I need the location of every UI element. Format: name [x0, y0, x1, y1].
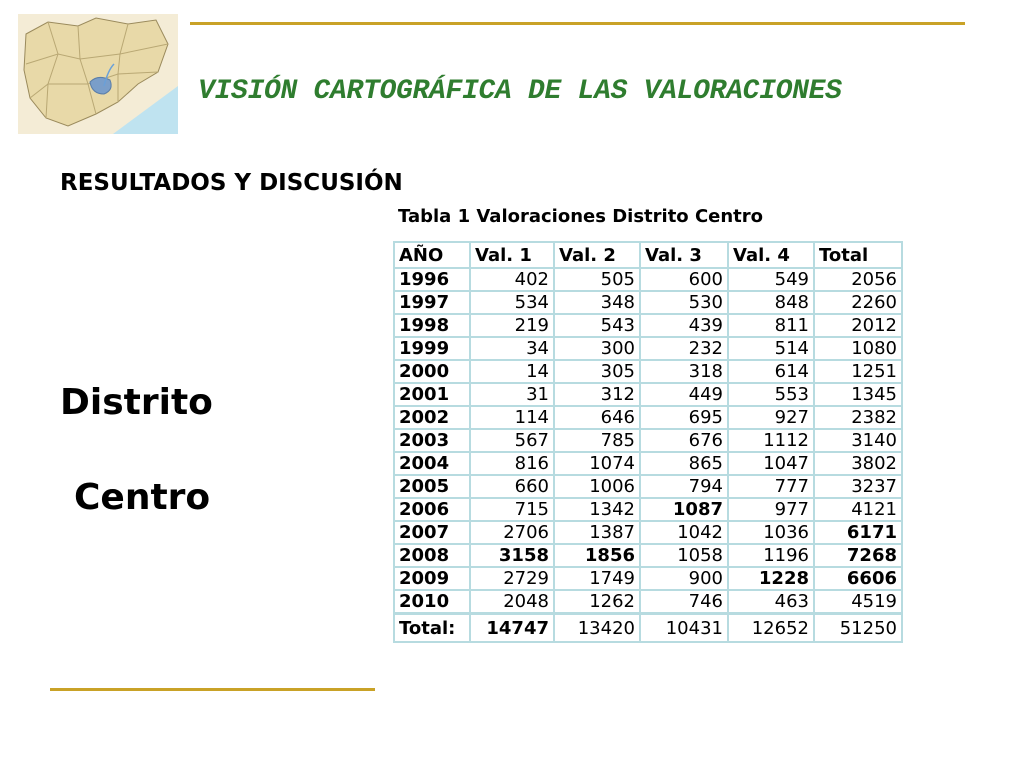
- header-total: Total: [814, 242, 902, 268]
- year-cell: 2000: [394, 360, 470, 383]
- value-cell: 300: [554, 337, 640, 360]
- header-val4: Val. 4: [728, 242, 814, 268]
- value-cell: 6171: [814, 521, 902, 544]
- table-row: [394, 590, 902, 614]
- district-label-line1: Distrito: [60, 382, 213, 423]
- value-cell: 746: [640, 590, 728, 614]
- value-cell: 3140: [814, 429, 902, 452]
- table-row: [394, 314, 902, 337]
- table-row: [394, 383, 902, 406]
- value-cell: 402: [470, 268, 554, 291]
- value-cell: 2729: [470, 567, 554, 590]
- total-cell: 13420: [554, 614, 640, 643]
- header-val1: Val. 1: [470, 242, 554, 268]
- value-cell: 553: [728, 383, 814, 406]
- value-cell: 660: [470, 475, 554, 498]
- value-cell: 312: [554, 383, 640, 406]
- value-cell: 1080: [814, 337, 902, 360]
- value-cell: 900: [640, 567, 728, 590]
- value-cell: 1387: [554, 521, 640, 544]
- value-cell: 1058: [640, 544, 728, 567]
- value-cell: 463: [728, 590, 814, 614]
- value-cell: 14: [470, 360, 554, 383]
- table-row: [394, 567, 902, 590]
- value-cell: 31: [470, 383, 554, 406]
- value-cell: 2048: [470, 590, 554, 614]
- value-cell: 1074: [554, 452, 640, 475]
- value-cell: 530: [640, 291, 728, 314]
- value-cell: 232: [640, 337, 728, 360]
- value-cell: 34: [470, 337, 554, 360]
- value-cell: 848: [728, 291, 814, 314]
- value-cell: 2706: [470, 521, 554, 544]
- value-cell: 534: [470, 291, 554, 314]
- value-cell: 543: [554, 314, 640, 337]
- value-cell: 2056: [814, 268, 902, 291]
- value-cell: 927: [728, 406, 814, 429]
- page-title: VISIÓN CARTOGRÁFICA DE LAS VALORACIONES: [198, 76, 842, 107]
- value-cell: 439: [640, 314, 728, 337]
- table-row: [394, 360, 902, 383]
- table-row: [394, 521, 902, 544]
- value-cell: 3158: [470, 544, 554, 567]
- value-cell: 695: [640, 406, 728, 429]
- year-cell: 2008: [394, 544, 470, 567]
- value-cell: 1047: [728, 452, 814, 475]
- value-cell: 1042: [640, 521, 728, 544]
- value-cell: 1345: [814, 383, 902, 406]
- value-cell: 1196: [728, 544, 814, 567]
- value-cell: 1856: [554, 544, 640, 567]
- value-cell: 777: [728, 475, 814, 498]
- value-cell: 1342: [554, 498, 640, 521]
- value-cell: 2260: [814, 291, 902, 314]
- value-cell: 3237: [814, 475, 902, 498]
- table-total-row: [394, 614, 902, 643]
- table-row: [394, 406, 902, 429]
- total-cell: 14747: [470, 614, 554, 643]
- value-cell: 1112: [728, 429, 814, 452]
- header-val2: Val. 2: [554, 242, 640, 268]
- value-cell: 614: [728, 360, 814, 383]
- value-cell: 1087: [640, 498, 728, 521]
- value-cell: 305: [554, 360, 640, 383]
- bottom-divider: [50, 688, 375, 691]
- total-cell: 10431: [640, 614, 728, 643]
- value-cell: 811: [728, 314, 814, 337]
- value-cell: 114: [470, 406, 554, 429]
- value-cell: 449: [640, 383, 728, 406]
- total-cell: 12652: [728, 614, 814, 643]
- table-row: [394, 452, 902, 475]
- year-cell: 2004: [394, 452, 470, 475]
- value-cell: 505: [554, 268, 640, 291]
- district-map-icon: [18, 14, 178, 134]
- table-row: [394, 291, 902, 314]
- table-row: [394, 268, 902, 291]
- value-cell: 7268: [814, 544, 902, 567]
- header-val3: Val. 3: [640, 242, 728, 268]
- value-cell: 646: [554, 406, 640, 429]
- value-cell: 715: [470, 498, 554, 521]
- year-cell: 1996: [394, 268, 470, 291]
- value-cell: 2012: [814, 314, 902, 337]
- value-cell: 3802: [814, 452, 902, 475]
- year-cell: 2009: [394, 567, 470, 590]
- table-caption: Tabla 1 Valoraciones Distrito Centro: [398, 206, 764, 227]
- value-cell: 6606: [814, 567, 902, 590]
- value-cell: 1006: [554, 475, 640, 498]
- total-label: Total:: [394, 614, 470, 643]
- table-row: [394, 544, 902, 567]
- year-cell: 2010: [394, 590, 470, 614]
- value-cell: 785: [554, 429, 640, 452]
- table-row: [394, 429, 902, 452]
- table-row: [394, 498, 902, 521]
- year-cell: 1997: [394, 291, 470, 314]
- year-cell: 2007: [394, 521, 470, 544]
- year-cell: 2002: [394, 406, 470, 429]
- year-cell: 2003: [394, 429, 470, 452]
- value-cell: 1036: [728, 521, 814, 544]
- total-cell: 51250: [814, 614, 902, 643]
- value-cell: 600: [640, 268, 728, 291]
- value-cell: 1262: [554, 590, 640, 614]
- value-cell: 977: [728, 498, 814, 521]
- year-cell: 2001: [394, 383, 470, 406]
- value-cell: 4121: [814, 498, 902, 521]
- value-cell: 794: [640, 475, 728, 498]
- table-row: [394, 475, 902, 498]
- year-cell: 2006: [394, 498, 470, 521]
- value-cell: 1228: [728, 567, 814, 590]
- value-cell: 4519: [814, 590, 902, 614]
- section-heading: RESULTADOS Y DISCUSIÓN: [60, 170, 403, 196]
- value-cell: 318: [640, 360, 728, 383]
- value-cell: 1251: [814, 360, 902, 383]
- top-divider: [190, 22, 965, 25]
- value-cell: 219: [470, 314, 554, 337]
- table-row: [394, 337, 902, 360]
- table-header-row: [394, 242, 902, 268]
- district-label-line2: Centro: [74, 477, 211, 518]
- year-cell: 1999: [394, 337, 470, 360]
- value-cell: 514: [728, 337, 814, 360]
- value-cell: 549: [728, 268, 814, 291]
- header-year: AÑO: [394, 242, 470, 268]
- valuations-table: [393, 241, 903, 643]
- value-cell: 567: [470, 429, 554, 452]
- value-cell: 865: [640, 452, 728, 475]
- value-cell: 816: [470, 452, 554, 475]
- year-cell: 1998: [394, 314, 470, 337]
- value-cell: 2382: [814, 406, 902, 429]
- value-cell: 1749: [554, 567, 640, 590]
- year-cell: 2005: [394, 475, 470, 498]
- value-cell: 348: [554, 291, 640, 314]
- value-cell: 676: [640, 429, 728, 452]
